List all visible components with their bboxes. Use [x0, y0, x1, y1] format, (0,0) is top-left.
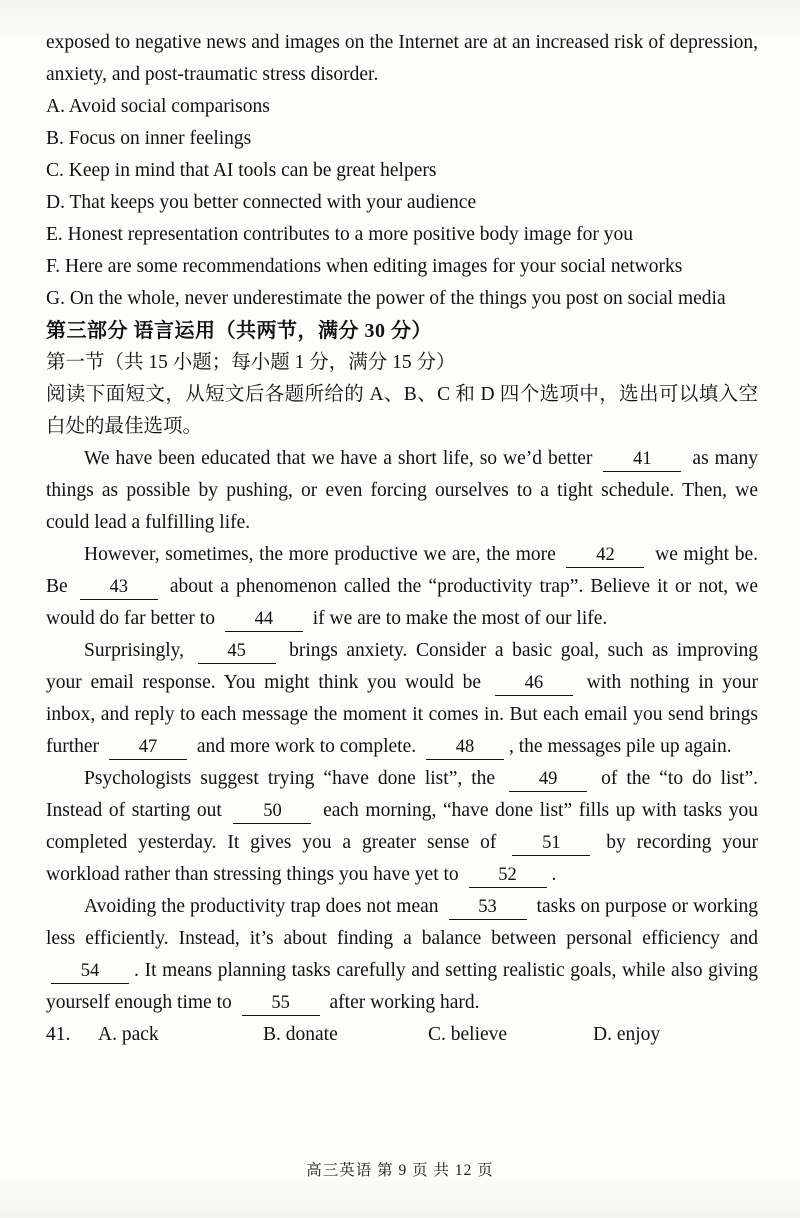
section-heading: 第三部分 语言运用（共两节，满分 30 分）	[46, 320, 432, 342]
option-item-e: E. Honest representation contributes to a more positive body image for you	[46, 224, 634, 245]
cloze-paragraph-4: Psychologists suggest trying “have done list”, the 49 of the “to do list”. Instead of starting out 50 each morning, “have done list” fills up with tasks you completed yesterday. It gives you a greater sense of 51 by recording your workload rather than stressing things you have yet to 52 .	[46, 763, 758, 891]
blank-55: 55	[242, 991, 320, 1016]
blank-49: 49	[509, 767, 587, 792]
blank-41: 41	[603, 447, 681, 472]
option-item-d: D. That keeps you better connected with your audience	[46, 192, 477, 213]
cloze-paragraph-2: However, sometimes, the more productive we are, the more 42 we might be. Be 43 about a phenomenon called the “productivity trap”. Believe it or not, we would do far better to 44 if we are to make the most of our life.	[46, 539, 758, 635]
blank-42: 42	[566, 543, 644, 568]
section-instructions: 阅读下面短文，从短文后各题所给的 A、B、C 和 D 四个选项中，选出可以填入空白处的最佳选项。	[46, 384, 758, 437]
option-item-b: B. Focus on inner feelings	[46, 128, 252, 149]
section-subheading: 第一节（共 15 小题；每小题 1 分，满分 15 分）	[46, 352, 456, 373]
question-41-option-d: D. enjoy	[593, 1024, 661, 1045]
question-41-option-b: B. donate	[263, 1024, 338, 1045]
question-41-option-c: C. believe	[428, 1024, 508, 1045]
blank-53: 53	[449, 895, 527, 920]
blank-46: 46	[495, 671, 573, 696]
blank-51: 51	[512, 831, 590, 856]
options-list	[46, 91, 758, 315]
blank-50: 50	[233, 799, 311, 824]
cloze-paragraph-5: Avoiding the productivity trap does not mean 53 tasks on purpose or working less efficiently. Instead, it’s about finding a balance between personal efficiency and 54 . It means planning tasks carefully and setting realistic goals, while also giving yourself enough time to 55 after working hard.	[46, 891, 758, 1019]
option-item-f: F. Here are some recommendations when editing images for your social networks	[46, 256, 683, 277]
blank-43: 43	[80, 575, 158, 600]
blank-48: 48	[426, 735, 504, 760]
blank-45: 45	[198, 639, 276, 664]
cloze-paragraph-3: Surprisingly, 45 brings anxiety. Consider a basic goal, such as improving your email response. You might think you would be 46 with nothing in your inbox, and reply to each message the moment it comes in. But each email you send brings further 47 and more work to complete. 48 , the messages pile up again.	[46, 635, 758, 763]
question-41-option-a: A. pack	[98, 1024, 159, 1045]
question-41-row	[46, 1019, 758, 1051]
passage-continuation: exposed to negative news and images on the Internet are at an increased risk of depression, anxiety, and post-traumatic stress disorder.	[46, 32, 758, 85]
option-item-a: A. Avoid social comparisons	[46, 96, 270, 117]
option-item-g: G. On the whole, never underestimate the power of the things you post on social media	[46, 288, 726, 309]
blank-54: 54	[51, 959, 129, 984]
blank-47: 47	[109, 735, 187, 760]
blank-44: 44	[225, 607, 303, 632]
cloze-paragraph-1: We have been educated that we have a short life, so we’d better 41 as many things as possible by pushing, or even forcing ourselves to a tight schedule. Then, we could lead a fulfilling life.	[46, 448, 758, 533]
cloze-passage	[46, 443, 758, 1019]
blank-52: 52	[469, 863, 547, 888]
page-footer: 高三英语 第 9 页 共 12 页	[306, 1162, 494, 1179]
option-item-c: C. Keep in mind that AI tools can be great helpers	[46, 160, 437, 181]
question-number: 41.	[46, 1024, 71, 1045]
